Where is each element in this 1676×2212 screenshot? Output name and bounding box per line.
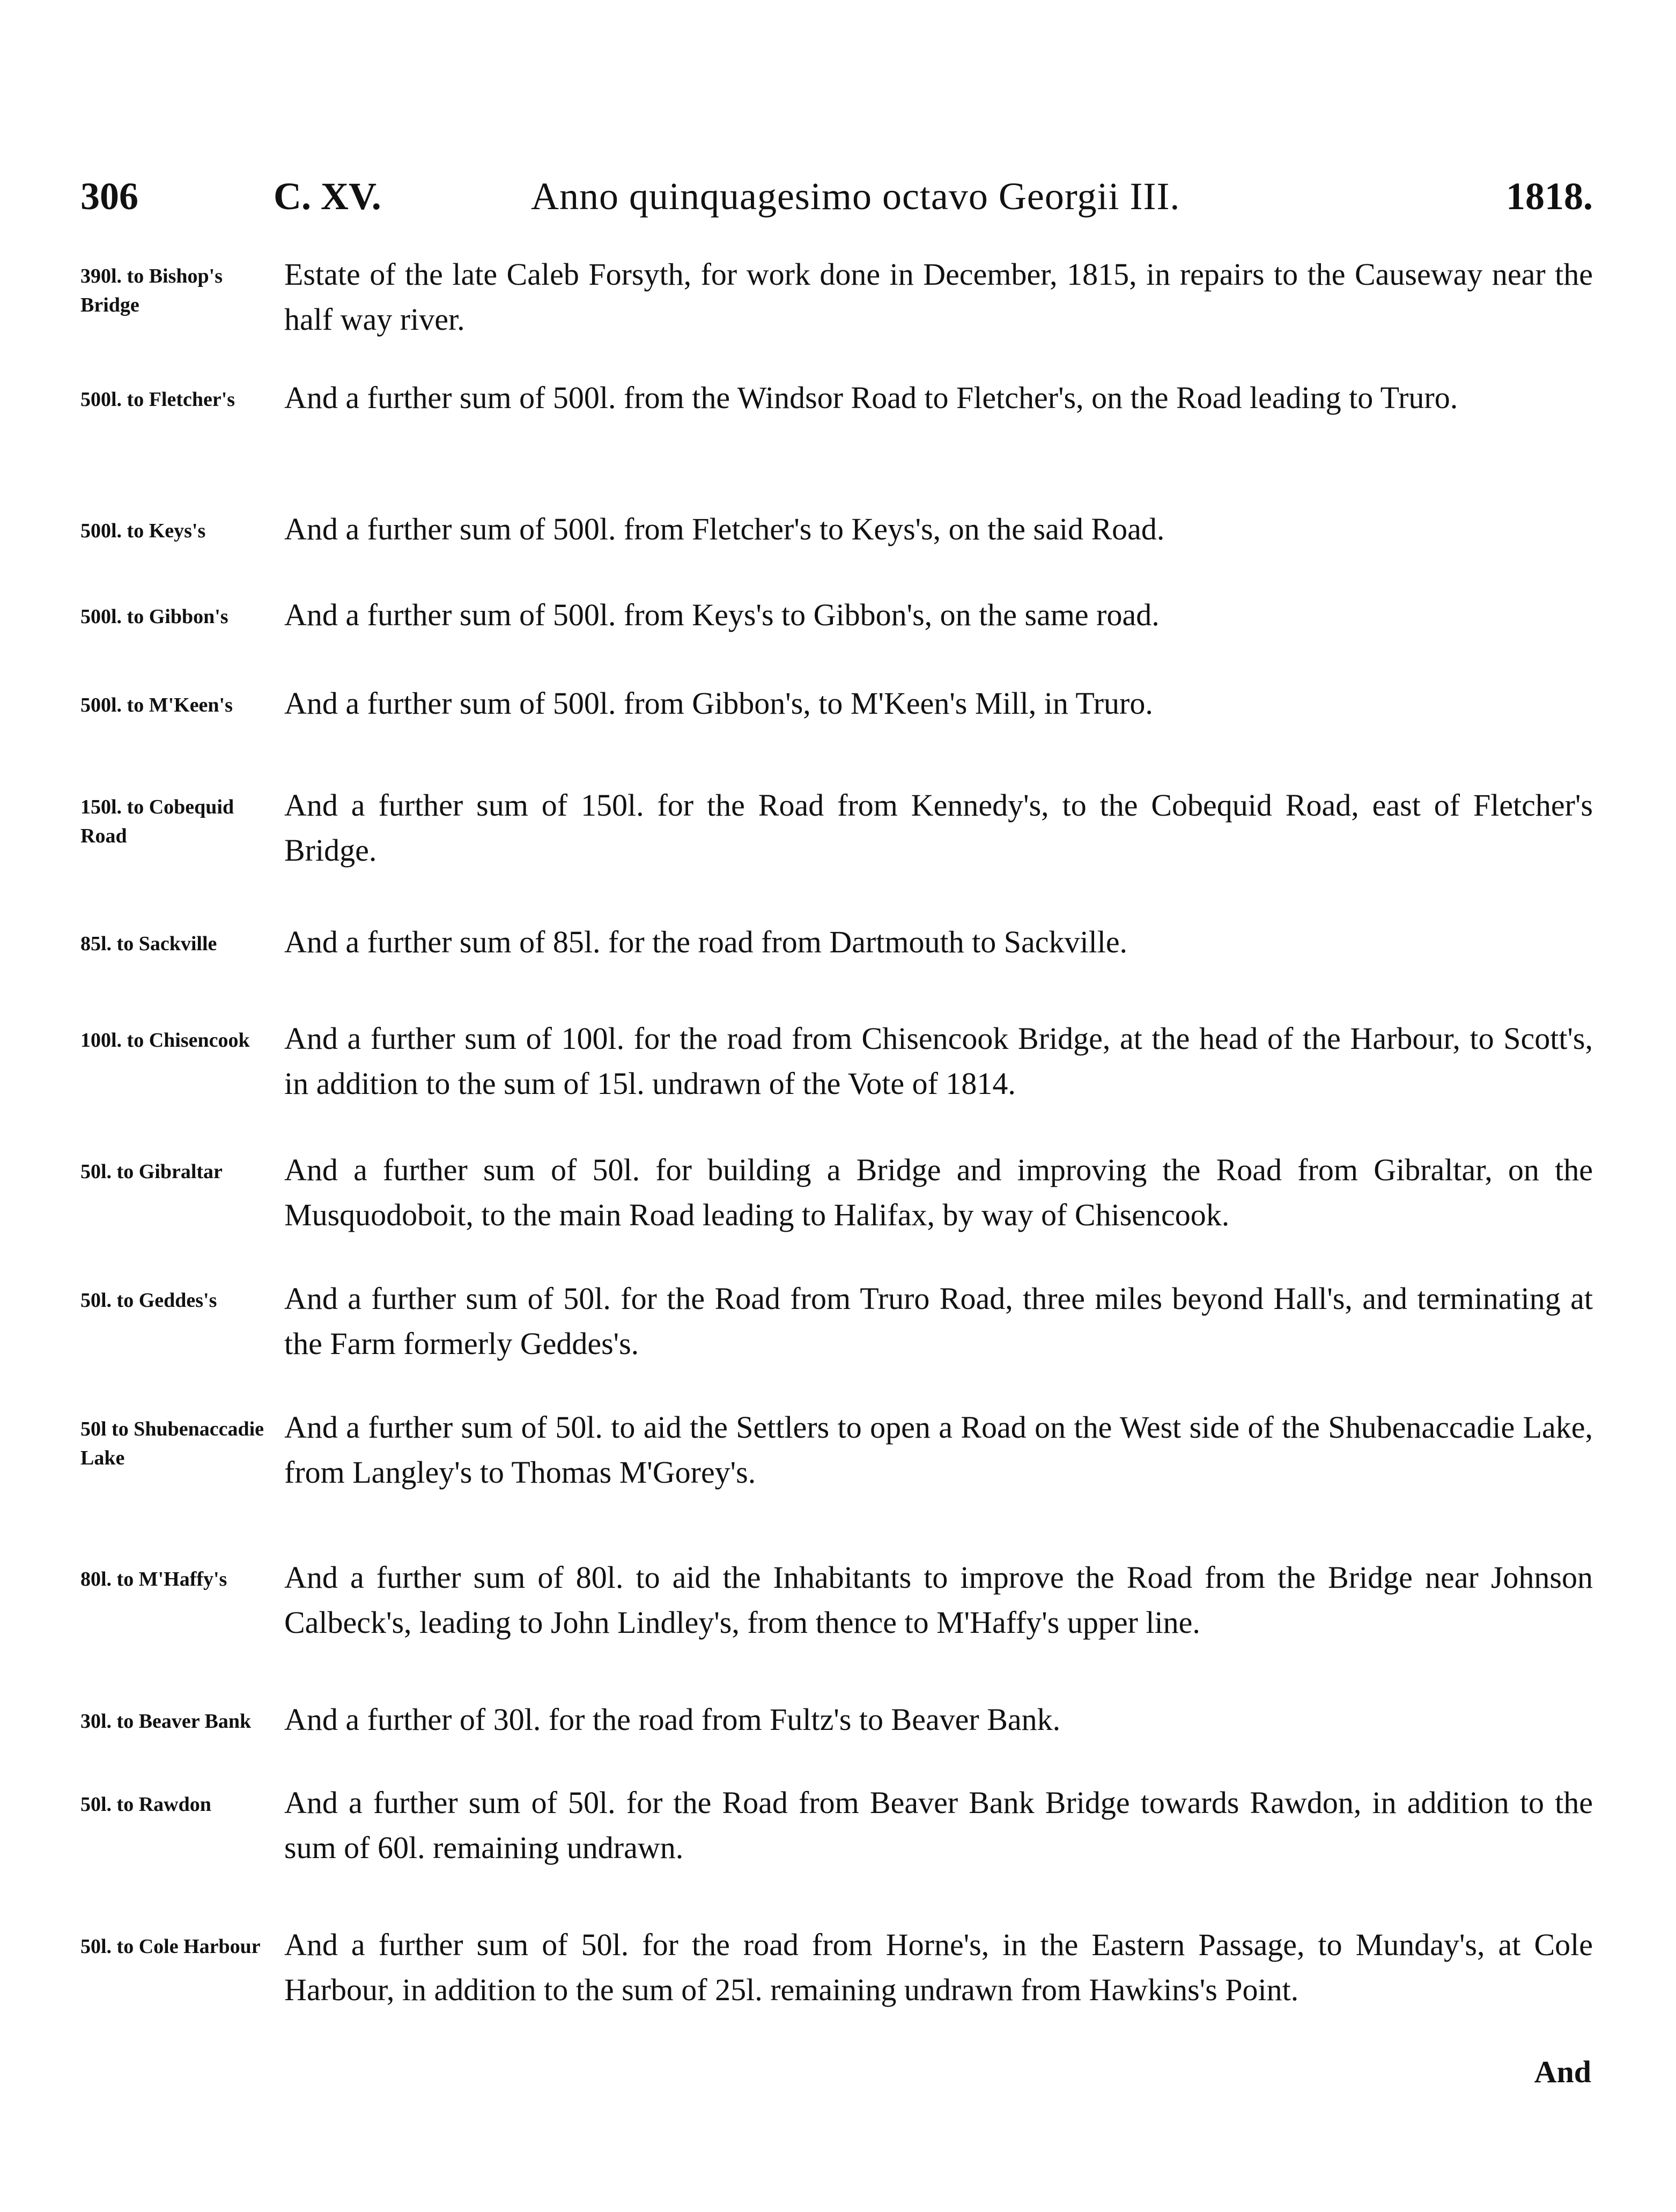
margin-note: 50l. to Cole Harbour — [80, 1935, 261, 1958]
margin-note: 390l. to Bishop's Bridge — [80, 265, 223, 316]
entry-text: And a further sum of 80l. to aid the Inhabitants to improve the Road from the Bridge near Johnson Calbeck's, leading to John Lindley's, from thence to M'Haffy's upper line. — [284, 1560, 1593, 1640]
margin-note: 100l. to Chisencook — [80, 1029, 250, 1052]
margin-note: 50l. to Gibraltar — [80, 1160, 223, 1183]
entry-text: And a further of 30l. for the road from Fultz's to Beaver Bank. — [284, 1702, 1061, 1737]
entry-text: And a further sum of 50l. for the road from Horne's, in the Eastern Passage, to Munday's, at Cole Harbour, in addition to the sum of 25l. remaining undrawn from Hawkins's Point. — [284, 1927, 1593, 2007]
entry-text: And a further sum of 50l. for the Road from Truro Road, three miles beyond Hall's, and terminating at the Farm formerly Geddes's. — [284, 1281, 1593, 1361]
margin-note: 500l. to Keys's — [80, 520, 206, 542]
entry-text: And a further sum of 50l. for the Road from Beaver Bank Bridge towards Rawdon, in addition to the sum of 60l. remaining undrawn. — [284, 1785, 1593, 1865]
year: 1818. — [1506, 175, 1593, 218]
margin-note: 80l. to M'Haffy's — [80, 1568, 227, 1590]
running-title: Anno quinquagesimo octavo Georgii III. — [531, 175, 1180, 218]
entry-text: And a further sum of 500l. from Gibbon's, to M'Keen's Mill, in Truro. — [284, 686, 1153, 721]
entry-text: And a further sum of 500l. from Keys's to Gibbon's, on the same road. — [284, 597, 1160, 632]
margin-note: 85l. to Sackville — [80, 933, 217, 955]
margin-note: 50l. to Rawdon — [80, 1793, 211, 1816]
margin-note: 500l. to M'Keen's — [80, 694, 233, 716]
catchword: And — [1534, 2054, 1591, 2089]
running-header — [80, 177, 1593, 241]
entry-text: And a further sum of 500l. from the Windsor Road to Fletcher's, on the Road leading to Truro. — [284, 380, 1458, 415]
chapter-number: C. XV. — [274, 175, 381, 218]
entry-text: And a further sum of 85l. for the road from Dartmouth to Sackville. — [284, 924, 1128, 959]
margin-note: 50l to Shubenaccadie Lake — [80, 1418, 264, 1469]
entry-text: And a further sum of 500l. from Fletcher's to Keys's, on the said Road. — [284, 512, 1165, 546]
page-number: 306 — [80, 175, 138, 218]
entry-text: And a further sum of 100l. for the road from Chisencook Bridge, at the head of the Harbour, to Scott's, in addition to the sum of 15l. undrawn of the Vote of 1814. — [284, 1021, 1593, 1101]
entry-text: And a further sum of 50l. for building a Bridge and improving the Road from Gibraltar, on the Musquodoboit, to the main Road leading to Halifax, by way of Chisencook. — [284, 1152, 1593, 1232]
entry-text: Estate of the late Caleb Forsyth, for work done in December, 1815, in repairs to the Causeway near the half way river. — [284, 257, 1593, 337]
margin-note: 30l. to Beaver Bank — [80, 1710, 252, 1733]
margin-note: 500l. to Fletcher's — [80, 388, 235, 411]
entry-text: And a further sum of 50l. to aid the Settlers to open a Road on the West side of the Shubenaccadie Lake, from Langley's to Thomas M'Gorey's. — [284, 1410, 1593, 1490]
entry-text: And a further sum of 150l. for the Road from Kennedy's, to the Cobequid Road, east of Fletcher's Bridge. — [284, 788, 1593, 868]
margin-note: 50l. to Geddes's — [80, 1289, 217, 1312]
margin-note: 150l. to Cobequid Road — [80, 796, 234, 847]
margin-note: 500l. to Gibbon's — [80, 605, 228, 628]
